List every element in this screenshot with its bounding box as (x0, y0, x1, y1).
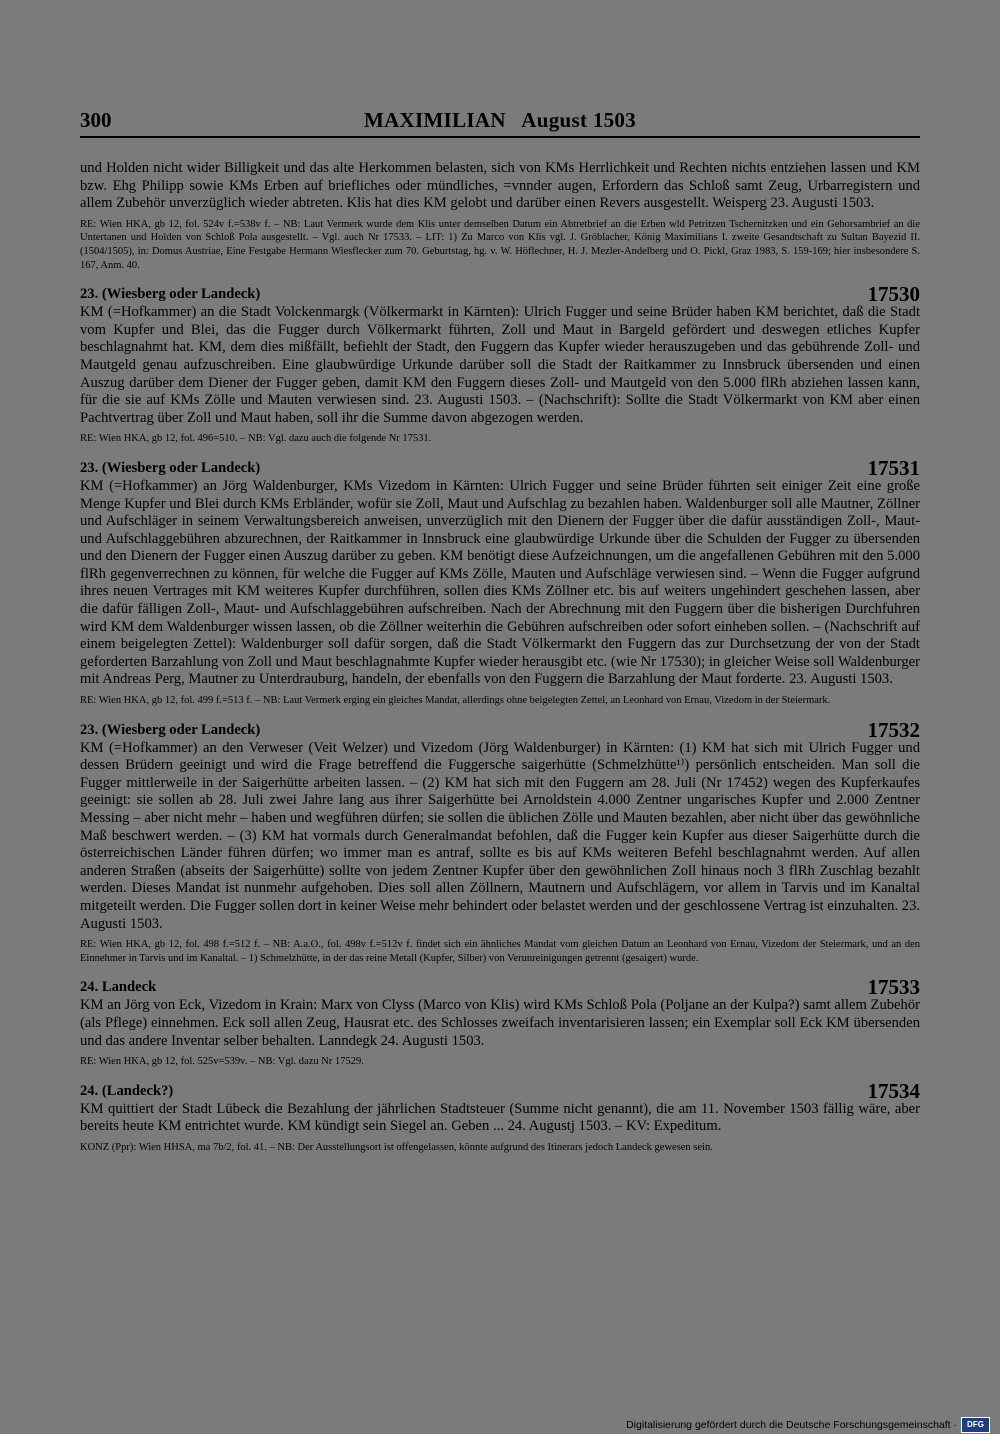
entry-number: 17531 (867, 455, 920, 480)
entry-date: 23. (Wiesberg oder Landeck) (80, 721, 261, 738)
entry-text: KM (=Hofkammer) an die Stadt Volckenmargk (Völkermarkt in Kärnten): Ulrich Fugger und seine Brüder haben KM berichtet, daß die Stadt vom Kupfer und Blei, das die Fugger durch Völkermarkt führten, Zoll und Maut in Bargeld gefördert und deswegen etliches Kupfer beschlagnahmt hat. KM, dem dies mißfällt, befiehlt der Stadt, den Fuggern das Kupfer wieder herauszugeben und das gebührende Zoll- und Mautgeld genau aufzuschreiben. Eine glaubwürdige Urkunde darüber soll die Stadt der Raitkammer zu Innsbruck übersenden und einen Auszug darüber dem Diener der Fugger geben, damit KM den Fuggern dieses Zoll- und Mautgeld von den 5.000 flRh abziehen lassen kann, für die sie auf KMs Zölle und Mauten verwiesen sind. 23. Augusti 1503. – (Nachschrift): Sollte die Stadt Völkermarkt von KM aber einen Pachtvertrag über Zoll und Maut haben, soll ihr die Summe davon abgezogen werden. (80, 304, 920, 426)
page-header (80, 108, 920, 138)
entry-17530 (80, 281, 920, 446)
entry-17531 (80, 455, 920, 708)
entry-date: 24. Landeck (80, 979, 157, 996)
entry-references: RE: Wien HKA, gb 12, fol. 499 f.=513 f. – NB: Laut Vermerk erging ein gleiches Mandat, allerdings ohne beigelegten Zettel, an Leonhard von Ernau, Vizedom in der Steiermark. (80, 695, 831, 707)
running-title: MAXIMILIAN August 1503 (363, 108, 637, 132)
entry-number: 17533 (867, 975, 920, 1000)
credit-text: Digitalisierung gefördert durch die Deutsche Forschungsgemeinschaft · (626, 1419, 957, 1431)
entry-date: 23. (Wiesberg oder Landeck) (80, 459, 261, 476)
intro-text: und Holden nicht wider Billigkeit und das alte Herkommen belasten, sich von KMs Herrlichkeit und Rechten nichts entziehen lassen und KM bzw. Ehg Philipp sowie KMs Erben auf briefliches oder mündliches, =vnnder augen, Erfordern das Schloß samt Zeug, Urbarregistern und allem Zubehör unverzüglich wieder abtreten. Klis hat dies KM gelobt und darüber einen Revers ausgestellt. Weisperg 23. Augusti 1503. (80, 160, 920, 212)
dfg-logo: DFG (961, 1417, 990, 1433)
entry-references: RE: Wien HKA, gb 12, fol. 498 f.=512 f. – NB: A.a.O., fol. 498v f.=512v f. findet sich ein ähnliches Mandat vom gleichen Datum an Leonhard von Ernau, Vizedom der Steiermark, und an den Einnehmer in Tarvis und im Kanaltal. – 1) Schmelzhütte, in der das reine Metall (Kupfer, Silber) von Verunreinigungen getrennt (gesaigert) wurde. (80, 939, 920, 964)
digitization-credit (0, 1417, 990, 1433)
entry-text: KM an Jörg von Eck, Vizedom in Krain: Marx von Clyss (Marco von Klis) wird KMs Schloß Pola (Poljane an der Kulpa?) samt allem Zubehör (als Pflege) einnehmen. Eck soll allen Zeug, Hausrat etc. des Schlosses zweifach inventarisieren lassen; ein Exemplar soll Eck KM übersenden und das andere Inventar selber behalten. Lanndegk 24. Augusti 1503. (80, 997, 920, 1049)
entry-references: RE: Wien HKA, gb 12, fol. 496=510. – NB: Vgl. dazu auch die folgende Nr 17531. (80, 433, 432, 445)
entry-date: 23. (Wiesberg oder Landeck) (80, 286, 261, 303)
entry-number: 17532 (867, 717, 920, 742)
entry-references: KONZ (Ppr): Wien HHSA, ma 7b/2, fol. 41. – NB: Der Ausstellungsort ist offengelassen, könnte aufgrund des Itinerars jedoch Landeck gewesen sein. (80, 1141, 713, 1153)
intro-references: RE: Wien HKA, gb 12, fol. 524v f.=538v f. – NB: Laut Vermerk wurde dem Klis unter demselben Datum ein Abtretbrief an die Erben wld Petritzen Tschernitzken und ein Gehorsambrief an die Untertanen und Holden von Schloß Pola ausgestellt. – Vgl. auch Nr 17533. – LIT: 1) Zu Marco von Klis vgl. J. Gröblacher, König Maximilians I. zweite Gesandtschaft zu Sultan Bayezid II. (1504/1505), in: Domus Austriae, Eine Festgabe Hermann Wiesflecker zum 70. Geburtstag, hg. v. W. Höflechner, H. J. Mezler-Andelberg und O. Pickl, Graz 1983, S. 159-169; hier insbesondere S. 167, Anm. 40. (80, 218, 920, 271)
entry-text: KM (=Hofkammer) an den Verweser (Veit Welzer) und Vizedom (Jörg Waldenburger) in Kärnten: (1) KM hat sich mit Ulrich Fugger und dessen Brüdern geeinigt und wird die Frage betreffend die Fuggersche saigerhütte (Schmelzhütte¹⁾) persönlich entscheiden. Man soll die Fugger mittlerweile in der Saigerhütte arbeiten lassen. – (2) KM hat sich mit den Fuggern am 28. Juli (Nr 17452) wegen des Kupferkaufes geeinigt: sie sollen ab 28. Juli zwei Jahre lang aus ihrer Saigerhütte bei Arnoldstein 4.000 Zentner ungarisches Kupfer und 2.000 Zentner Messing – aber nicht mehr – haben und wegführen dürfen; sie sollen die üblichen Zölle und Mauten bezahlen, aber nicht über das gewöhnliche Maß beschwert werden. – (3) KM hat vormals durch Generalmandat befohlen, daß die Fugger kein Kupfer aus dieser Saigerhütte durch die österreichischen Länder führen dürfen; wo immer man es antraf, sollte es bis auf KMs weiteren Befehl beschlagnahmt werden. Auf allen anderen Straßen (abseits der Saigerhütte) sollte von jedem Zentner Kupfer über den gewöhnlichen Zoll hinaus noch 3 flRh Zuschlag bezahlt werden. Dieses Mandat ist nunmehr aufgehoben. Dies soll allen Zöllnern, Mautnern und Aufschlägern, vor allem in Tarvis und im Kanaltal mitgeteilt werden. Die Fugger sollen dort in keiner Weise mehr behindert oder belastet werden und der geschlossene Vertrag ist einzuhalten. 23. Augusti 1503. (80, 739, 921, 932)
entry-date: 24. (Landeck?) (80, 1082, 174, 1099)
entry-heading (80, 281, 920, 307)
entry-heading (80, 1078, 920, 1101)
entry-17532 (80, 717, 920, 966)
page-number: 300 (80, 108, 112, 132)
entry-heading (80, 717, 920, 740)
entry-17534 (80, 1078, 920, 1155)
entry-17533 (80, 974, 920, 1068)
page-body (80, 160, 920, 1155)
entry-number: 17530 (867, 282, 920, 307)
entry-heading (80, 974, 920, 1000)
entry-heading (80, 455, 920, 478)
entry-text: KM (=Hofkammer) an Jörg Waldenburger, KMs Vizedom in Kärnten: Ulrich Fugger und seine Brüder führten seit einiger Zeit eine große Menge Kupfer und Blei durch KMs Erbländer, wofür sie Zoll, Maut und Aufschlag zu bezahlen haben. Waldenburger soll alle Mautner, Zöllner und Aufschläger in seinem Verwaltungsbereich anweisen, unverzüglich mit den Dienern der Fugger über die dafür ausständigen Zoll-, Maut- und Aufschlaggebühren abzurechnen, der Raitkammer in Innsbruck eine glaubwürdige Urkunde über die Schulden der Fugger zu übersenden und den Dienern der Fugger einen Auszug darüber zu geben. KM benötigt diese Aufzeichnungen, um die angefallenen Gebühren mit den 5.000 flRh gegenverrechnen zu können, für welche die Fugger auf KMs Zölle, Mauten und Aufschläge verwiesen sind. – Wenn die Fugger aufgrund ihres neuen Vertrages mit KM weiteres Kupfer durchführen, sollen dies KMs Zöllner etc. bis auf weiters ungehindert geschehen lassen, aber die dafür fälligen Zoll-, Maut- und Aufschlaggebühren aufschreiben. Nach der Abrechnung mit den Fuggern über die bisherigen Durchfuhren wird KM dem Waldenburger wissen lassen, ob die Zöllner weiterhin die Gebühren aufschreiben oder sofort einheben sollen. – (Nachschrift auf einem beigelegten Zettel): Waldenburger soll dafür sorgen, daß die Stadt Völkermarkt den Fuggern das zur Durchsetzung der von der Stadt geforderten Barzahlung von Zoll und Maut beschlagnahmte Kupfer wieder herausgibt etc. (wie Nr 17530); in gleicher Weise soll Waldenburger mit Andreas Perg, Mautner zu Unterdrauburg, handeln, der ebenfalls von den Fuggern die Barzahlung der Maut forderte. 23. Augusti 1503. (80, 477, 920, 688)
entry-references: RE: Wien HKA, gb 12, fol. 525v=539v. – NB: Vgl. dazu Nr 17529. (80, 1056, 364, 1068)
entry-text: KM quittiert der Stadt Lübeck die Bezahlung der jährlichen Stadtsteuer (Summe nicht genannt), die am 11. November 1503 fällig wäre, aber bereits heute KM entrichtet wurde. KM kündigt sein Siegel an. Geben ... 24. Augustj 1503. – KV: Expeditum. (80, 1100, 920, 1135)
entry-number: 17534 (867, 1078, 920, 1103)
